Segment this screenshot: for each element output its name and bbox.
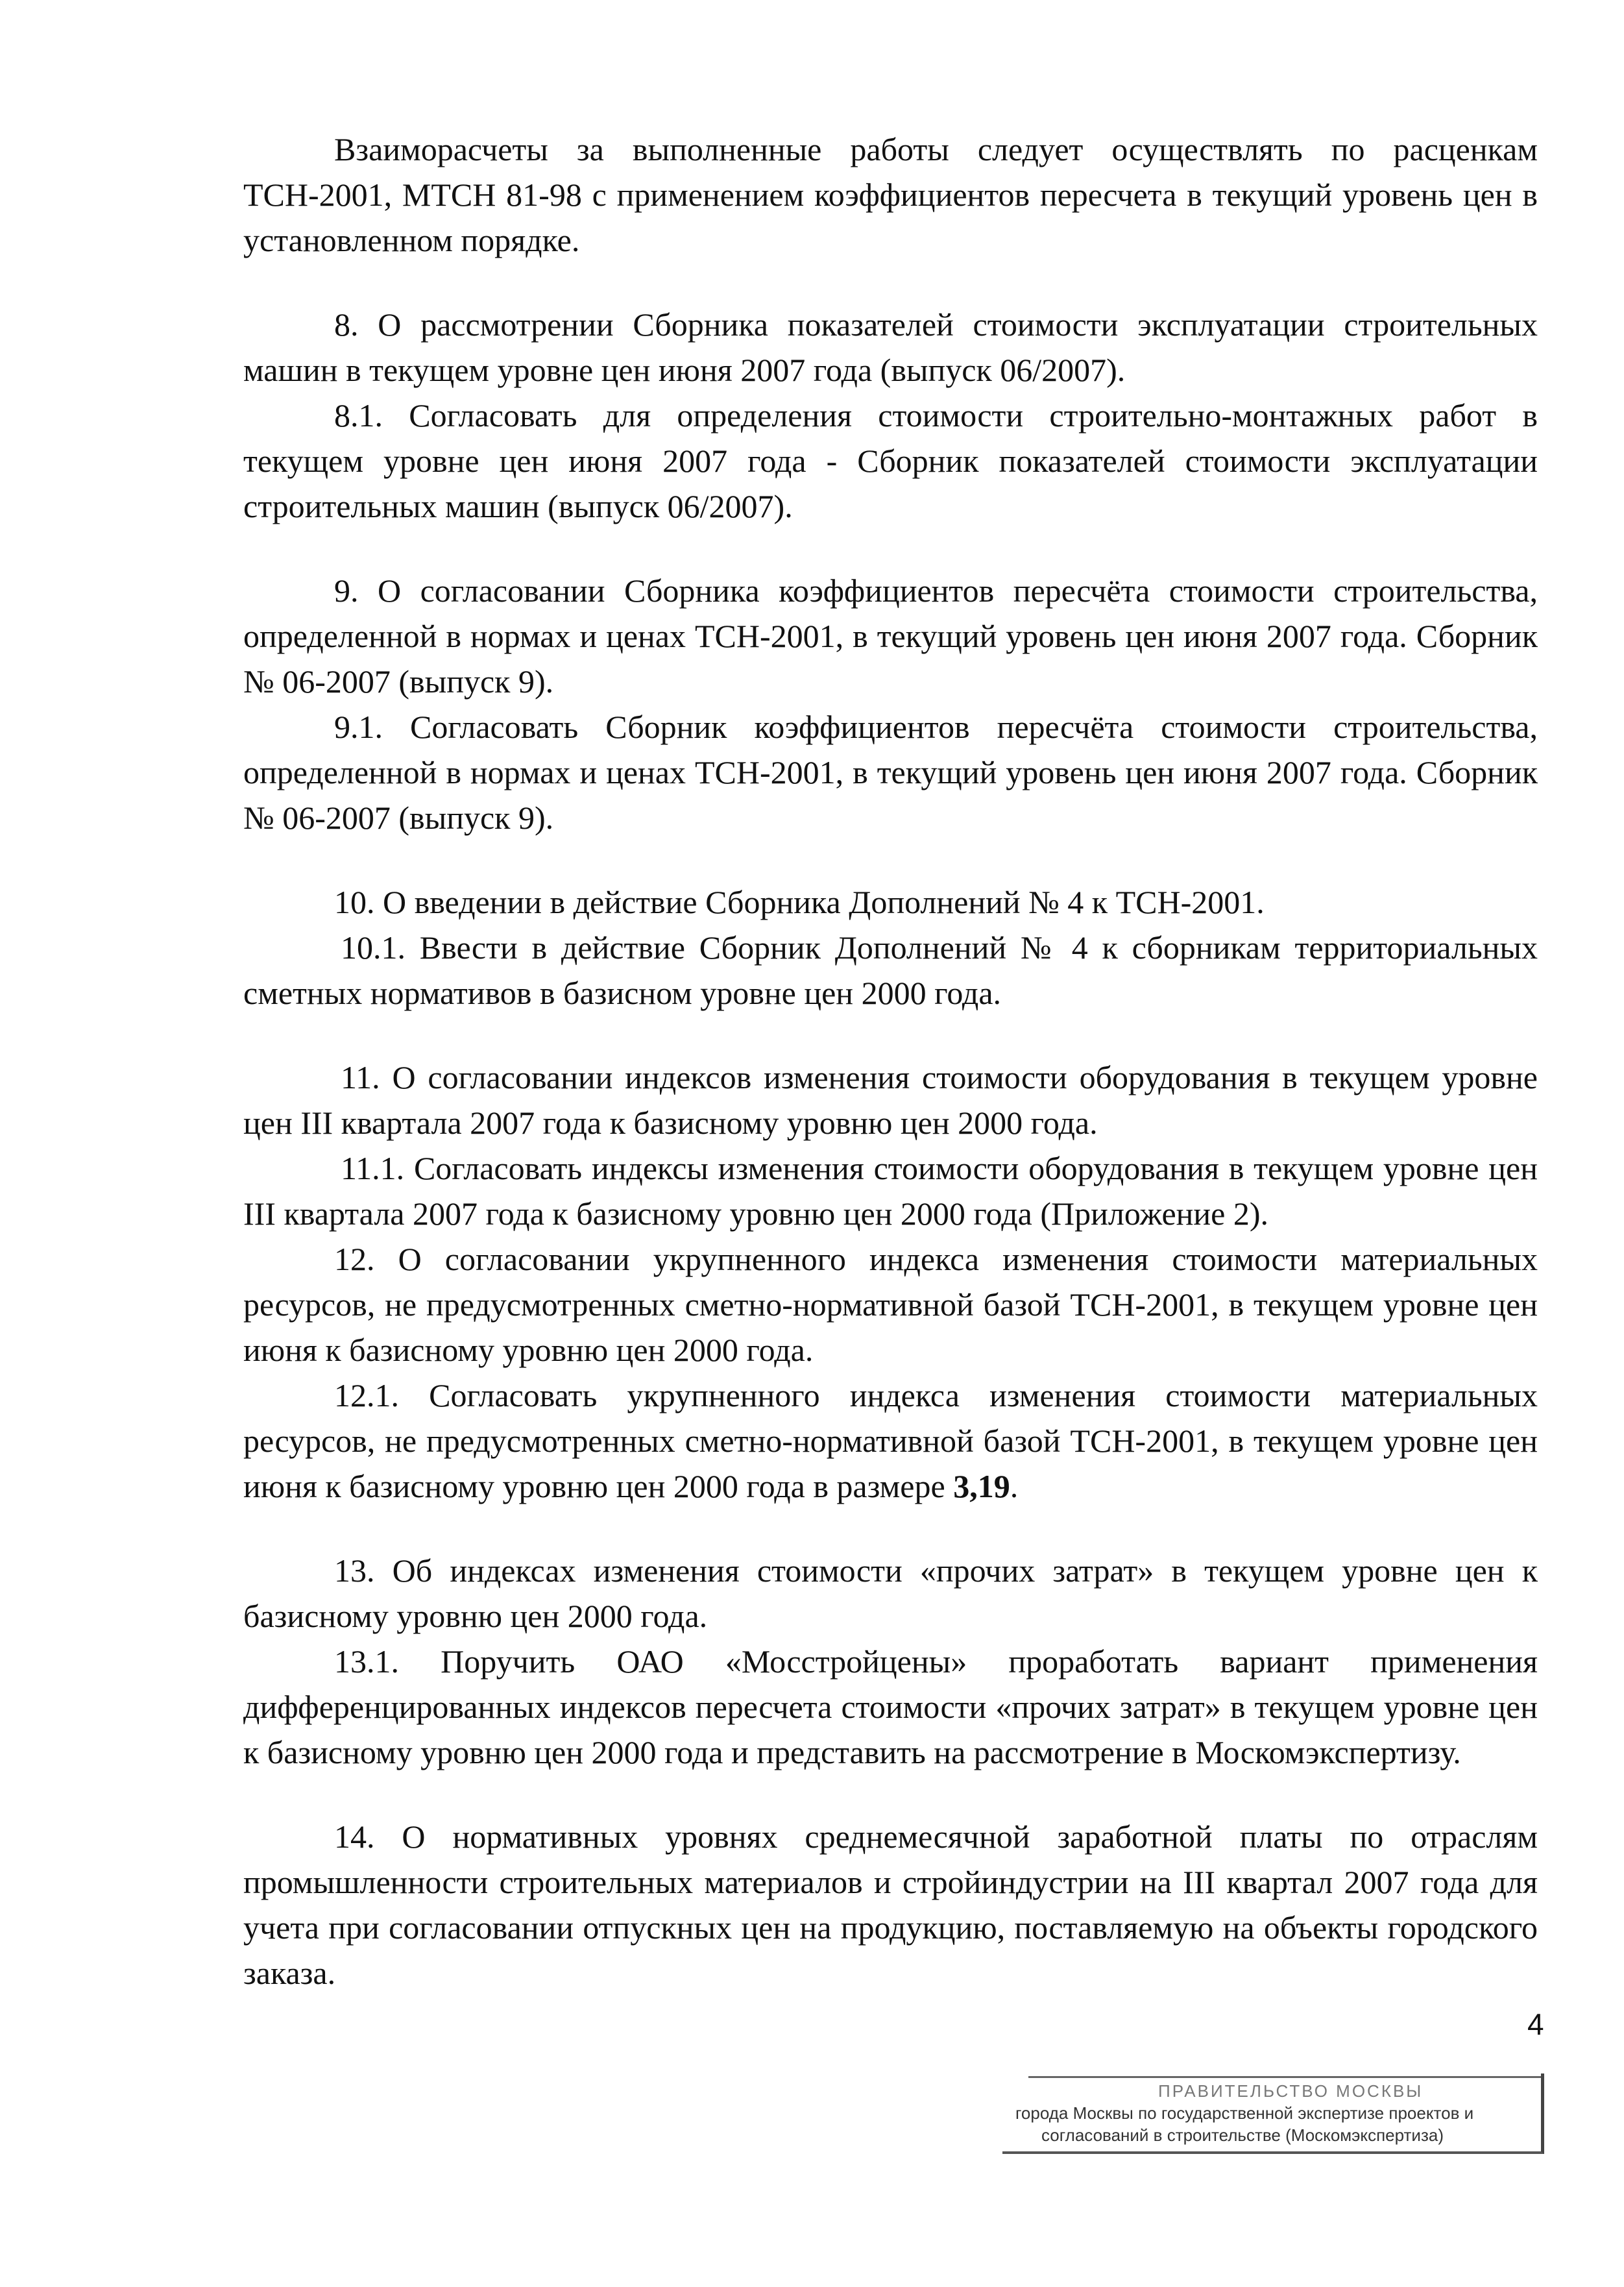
paragraph: 8. О рассмотрении Сборника показателей стоимости эксплуатации строительных машин в текущем уровне цен июня 2007 года (выпуск 06/2007). <box>243 306 1538 388</box>
paragraph: 10. О введении в действие Сборника Дополнений № 4 к ТСН-2001. <box>334 884 1265 920</box>
stamp-line: ПРАВИТЕЛЬСТВО МОСКВЫ <box>1158 2081 1424 2101</box>
index-value: 3,19 <box>953 1468 1010 1504</box>
paragraph: 11. О согласовании индексов изменения стоимости оборудования в текущем уровне цен III квартала 2007 года к базисному уровню цен 2000 года. <box>243 1059 1538 1141</box>
stamp-line: города Москвы по государственной экспертизе проектов и <box>1015 2103 1474 2123</box>
page-number: 4 <box>1527 2007 1544 2041</box>
paragraph: 11.1. Согласовать индексы изменения стоимости оборудования в текущем уровне цен III квартала 2007 года к базисному уровню цен 2000 года (Приложение 2). <box>243 1150 1538 1232</box>
paragraph-text: 12.1. Согласовать укрупненного индекса изменения стоимости материальных ресурсов, не предусмотренных сметно-нормативной базой ТСН-2001, в текущем уровне цен июня к базисному уровню цен 2000 года в размере <box>243 1377 1538 1504</box>
paragraph: 8.1. Согласовать для определения стоимости строительно-монтажных работ в текущем уровне цен июня 2007 года - Сборник показателей стоимости эксплуатации строительных машин (выпуск 06/2007). <box>243 397 1538 524</box>
paragraph-end: . <box>1010 1468 1019 1504</box>
paragraph: 12. О согласовании укрупненного индекса изменения стоимости материальных ресурсов, не предусмотренных сметно-нормативной базой ТСН-2001, в текущем уровне цен июня к базисному уровню цен 2000 года. <box>243 1241 1538 1368</box>
document-body <box>243 127 1538 1996</box>
paragraph: 13. Об индексах изменения стоимости «прочих затрат» в текущем уровне цен к базисному уровню цен 2000 года. <box>243 1552 1538 1634</box>
paragraph: 9.1. Согласовать Сборник коэффициентов пересчёта стоимости строительства, определенной в нормах и ценах ТСН-2001, в текущий уровень цен июня 2007 года. Сборник № 06-2007 (выпуск 9). <box>243 709 1538 836</box>
approval-stamp <box>1002 2073 1544 2154</box>
paragraph: 10.1. Ввести в действие Сборник Дополнений № 4 к сборникам территориальных сметных нормативов в базисном уровне цен 2000 года. <box>243 929 1538 1011</box>
paragraph <box>243 1373 1538 1509</box>
paragraph: 13.1. Поручить ОАО «Мосстройцены» проработать вариант применения дифференцированных индексов пересчета стоимости «прочих затрат» в текущем уровне цен к базисному уровню цен 2000 года и представить на рассмотрение в Москомэкспертизу. <box>243 1643 1538 1770</box>
paragraph: 9. О согласовании Сборника коэффициентов пересчёта стоимости строительства, определенной в нормах и ценах ТСН-2001, в текущий уровень цен июня 2007 года. Сборник № 06-2007 (выпуск 9). <box>243 572 1538 700</box>
paragraph: 14. О нормативных уровнях среднемесячной заработной платы по отраслям промышленности строительных материалов и стройиндустрии на III квартал 2007 года для учета при согласовании отпускных цен на продукцию, поставляемую на объекты городского заказа. <box>243 1818 1538 1991</box>
stamp-line: согласований в строительстве (Москомэкспертиза) <box>1041 2125 1444 2145</box>
stamp-rule <box>1028 2076 1541 2078</box>
paragraph: Взаиморасчеты за выполненные работы следует осуществлять по расценкам ТСН-2001, МТСН 81-98 с применением коэффициентов пересчета в текущий уровень цен в установленном порядке. <box>243 131 1538 258</box>
